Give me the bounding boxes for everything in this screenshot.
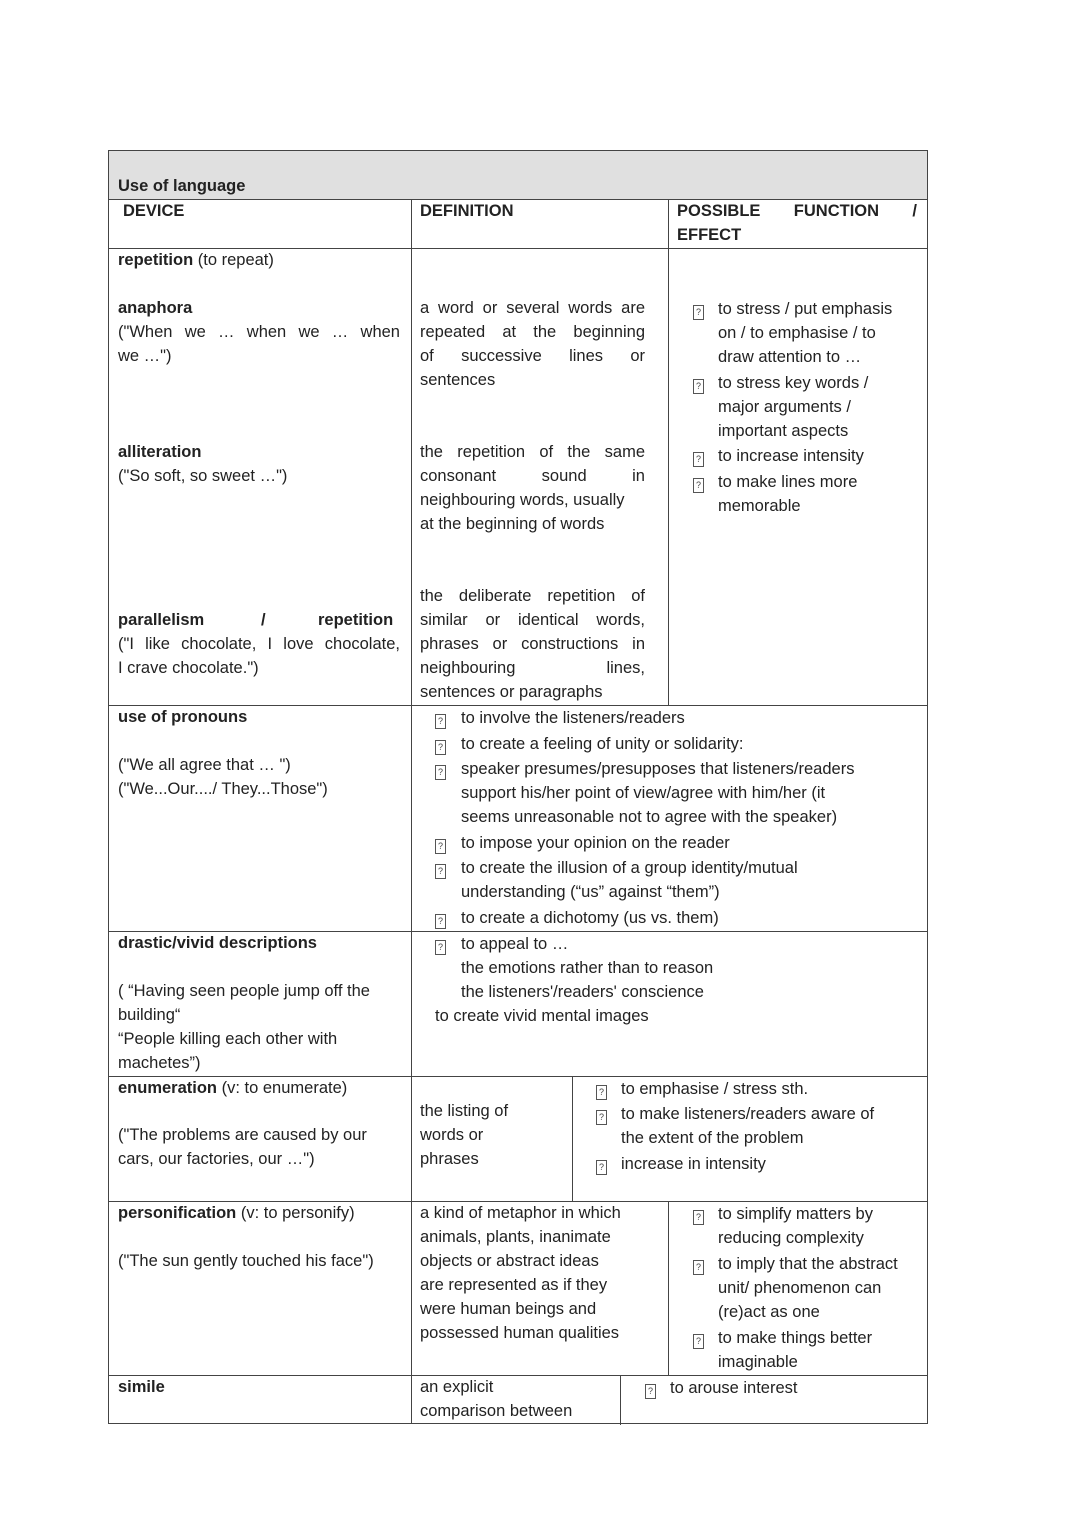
anaphora-example: we …") — [118, 347, 172, 365]
simile-definition: comparison between — [420, 1402, 573, 1420]
anaphora-definition: repeated at the beginning — [420, 323, 645, 341]
device-repetition: repetition (to repeat) — [118, 251, 274, 269]
pronouns-effect: support his/her point of view/agree with him/her (it — [461, 784, 826, 802]
drastic-effect: the listeners'/readers' conscience — [461, 983, 704, 1001]
device-pronouns: use of pronouns — [118, 708, 248, 726]
bullet-icon: ? — [693, 371, 704, 395]
col-divider-personification — [668, 1201, 669, 1375]
pronouns-example: ("We...Our..../ They...Those") — [118, 780, 328, 798]
col-divider-definition — [668, 199, 669, 705]
alliteration-example: ("So soft, so sweet …") — [118, 467, 288, 485]
drastic-example: machetes”) — [118, 1054, 201, 1072]
bullet-icon: ? — [596, 1077, 607, 1101]
pronouns-effect: to involve the listeners/readers — [461, 709, 685, 727]
anaphora-definition: of successive lines or — [420, 347, 645, 365]
enumeration-effect: to emphasise / stress sth. — [621, 1080, 809, 1098]
personification-effect: (re)act as one — [718, 1303, 820, 1321]
personification-definition: possessed human qualities — [420, 1324, 620, 1342]
simile-effect: to arouse interest — [670, 1379, 798, 1397]
repetition-effect: on / to emphasise / to — [718, 324, 876, 342]
personification-definition: were human beings and — [420, 1300, 597, 1318]
device-parallelism: / — [261, 611, 266, 629]
rule — [109, 1375, 927, 1376]
device-simile: simile — [118, 1378, 165, 1396]
pronouns-effect: to create a feeling of unity or solidarity: — [461, 735, 744, 753]
bullet-icon: ? — [693, 444, 704, 468]
bullet-icon: ? — [596, 1152, 607, 1176]
repetition-effect: to stress key words / — [718, 374, 869, 392]
simile-definition: an explicit — [420, 1378, 494, 1396]
personification-definition: are represented as if they — [420, 1276, 608, 1294]
pronouns-effect: to impose your opinion on the reader — [461, 834, 730, 852]
repetition-effect: to increase intensity — [718, 447, 864, 465]
header-definition: DEFINITION — [420, 202, 514, 220]
drastic-effect: to create vivid mental images — [435, 1007, 649, 1025]
alliteration-definition: at the beginning of words — [420, 515, 605, 533]
alliteration-definition: neighbouring words, usually — [420, 491, 625, 509]
anaphora-definition: a word or several words are — [420, 299, 645, 317]
parallelism-definition: phrases or constructions in — [420, 635, 645, 653]
enumeration-example: ("The problems are caused by our — [118, 1126, 367, 1144]
pronouns-effect: speaker presumes/presupposes that listeners/readers — [461, 760, 855, 778]
section-title: Use of language — [118, 177, 246, 195]
bullet-icon: ? — [435, 906, 446, 930]
enumeration-definition: the listing of — [420, 1102, 509, 1120]
header-function: POSSIBLE FUNCTION / — [677, 202, 917, 220]
col-divider-enumeration — [572, 1076, 573, 1201]
personification-effect: to simplify matters by — [718, 1205, 873, 1223]
enumeration-example: cars, our factories, our …") — [118, 1150, 315, 1168]
bullet-icon: ? — [693, 470, 704, 494]
device-anaphora: anaphora — [118, 299, 193, 317]
enumeration-effect: increase in intensity — [621, 1155, 766, 1173]
repetition-effect: to make lines more — [718, 473, 858, 491]
anaphora-definition: sentences — [420, 371, 496, 389]
repetition-effect: to stress / put emphasis — [718, 300, 893, 318]
header-device: DEVICE — [123, 202, 185, 220]
enumeration-definition: phrases — [420, 1150, 479, 1168]
bullet-icon: ? — [435, 706, 446, 730]
personification-definition: a kind of metaphor in which — [420, 1204, 621, 1222]
personification-definition: objects or abstract ideas — [420, 1252, 599, 1270]
repetition-effect: major arguments / — [718, 398, 851, 416]
drastic-example: building“ — [118, 1006, 181, 1024]
bullet-icon: ? — [435, 732, 446, 756]
bullet-icon: ? — [645, 1376, 656, 1400]
personification-effect: imaginable — [718, 1353, 798, 1371]
bullet-icon: ? — [596, 1102, 607, 1126]
drastic-example: “People killing each other with — [118, 1030, 338, 1048]
repetition-effect: memorable — [718, 497, 801, 515]
parallelism-definition: the deliberate repetition of — [420, 587, 645, 605]
bullet-icon: ? — [435, 757, 446, 781]
col-divider-simile — [620, 1375, 621, 1425]
enumeration-definition: words or — [420, 1126, 484, 1144]
personification-example: ("The sun gently touched his face") — [118, 1252, 374, 1270]
bullet-icon: ? — [693, 1326, 704, 1350]
bullet-icon: ? — [435, 831, 446, 855]
alliteration-definition: consonant sound in — [420, 467, 645, 485]
device-personification: personification (v: to personify) — [118, 1204, 355, 1222]
pronouns-effect: to create the illusion of a group identity/mutual — [461, 859, 798, 877]
parallelism-definition: similar or identical words, — [420, 611, 645, 629]
bullet-icon: ? — [693, 1252, 704, 1276]
bullet-icon: ? — [435, 932, 446, 956]
device-drastic-descriptions: drastic/vivid descriptions — [118, 934, 317, 952]
device-parallelism: parallelism — [118, 611, 205, 629]
personification-effect: reducing complexity — [718, 1229, 864, 1247]
col-divider-device — [411, 199, 412, 1423]
enumeration-effect: the extent of the problem — [621, 1129, 804, 1147]
bullet-icon: ? — [693, 297, 704, 321]
drastic-effect: to appeal to … — [461, 935, 569, 953]
pronouns-effect: to create a dichotomy (us vs. them) — [461, 909, 719, 927]
drastic-example: ( “Having seen people jump off the — [118, 982, 370, 1000]
personification-effect: to make things better — [718, 1329, 873, 1347]
drastic-effect: the emotions rather than to reason — [461, 959, 714, 977]
anaphora-example: ("When we … when we … when — [118, 323, 400, 341]
bullet-icon: ? — [435, 856, 446, 880]
device-enumeration: enumeration (v: to enumerate) — [118, 1079, 348, 1097]
device-alliteration: alliteration — [118, 443, 202, 461]
parallelism-definition: sentences or paragraphs — [420, 683, 603, 701]
personification-definition: animals, plants, inanimate — [420, 1228, 611, 1246]
personification-effect: to imply that the abstract — [718, 1255, 898, 1273]
device-parallelism: repetition — [318, 611, 394, 629]
parallelism-example: I crave chocolate.") — [118, 659, 259, 677]
parallelism-example: ("I like chocolate, I love chocolate, — [118, 635, 400, 653]
repetition-effect: draw attention to … — [718, 348, 862, 366]
personification-effect: unit/ phenomenon can — [718, 1279, 882, 1297]
bullet-icon: ? — [693, 1202, 704, 1226]
alliteration-definition: the repetition of the same — [420, 443, 645, 461]
parallelism-definition: neighbouring lines, — [420, 659, 645, 677]
pronouns-example: ("We all agree that … ") — [118, 756, 291, 774]
pronouns-effect: understanding (“us” against “them”) — [461, 883, 720, 901]
header-effect: EFFECT — [677, 226, 742, 244]
repetition-effect: important aspects — [718, 422, 849, 440]
pronouns-effect: seems unreasonable not to agree with the speaker) — [461, 808, 838, 826]
enumeration-effect: to make listeners/readers aware of — [621, 1105, 875, 1123]
